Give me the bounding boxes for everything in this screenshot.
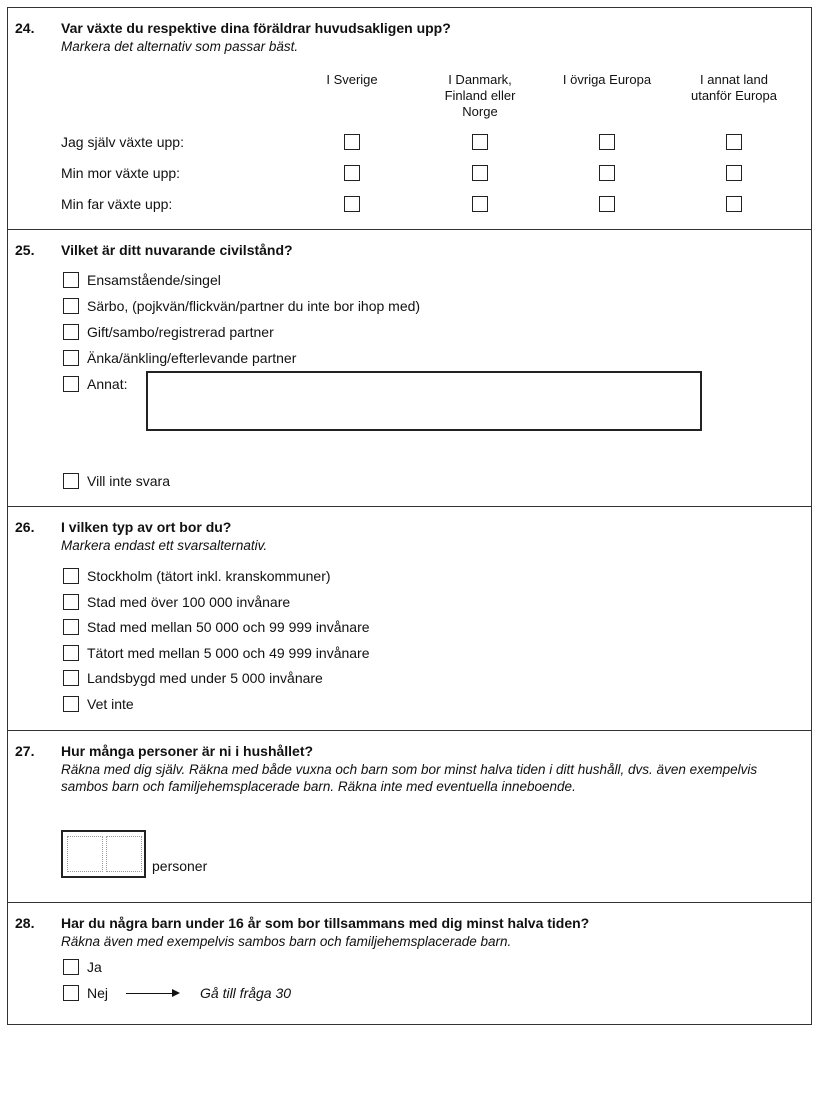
checkbox-ja[interactable] — [63, 959, 79, 975]
question-number: 25. — [15, 242, 35, 258]
column-header-utanfor-europa: I annat land utanför Europa — [690, 72, 777, 103]
question-28 — [8, 903, 811, 1024]
option-label: Ensamstående/singel — [87, 272, 221, 288]
checkbox-self-norden[interactable] — [472, 134, 488, 150]
checkbox-tatort-5000-49999[interactable] — [63, 645, 79, 661]
checkbox-mother-norden[interactable] — [472, 165, 488, 181]
column-header-norden: I Danmark, Finland eller Norge — [444, 72, 516, 119]
option-label: Stad med mellan 50 000 och 99 999 invånare — [87, 619, 370, 635]
checkbox-sarbo[interactable] — [63, 298, 79, 314]
checkbox-stockholm[interactable] — [63, 568, 79, 584]
question-27 — [8, 731, 811, 903]
question-hint: Markera det alternativ som passar bäst. — [61, 39, 299, 54]
option-label: Tätort med mellan 5 000 och 49 999 invånare — [87, 645, 370, 661]
question-hint: Räkna även med exempelvis sambos barn och familjehemsplacerade barn. — [61, 934, 512, 949]
option-label: Landsbygd med under 5 000 invånare — [87, 670, 323, 686]
checkbox-self-utanfor-europa[interactable] — [726, 134, 742, 150]
option-label: Stad med över 100 000 invånare — [87, 594, 291, 610]
skip-instruction: Gå till fråga 30 — [200, 985, 292, 1001]
question-number: 24. — [15, 20, 35, 36]
question-title: I vilken typ av ort bor du? — [61, 519, 232, 535]
checkbox-ensamstaende[interactable] — [63, 272, 79, 288]
household-count-field[interactable] — [61, 830, 146, 878]
digit-cell-2[interactable] — [106, 836, 142, 872]
skip-arrow-icon — [126, 993, 178, 994]
survey-form — [7, 7, 812, 1025]
question-number: 26. — [15, 519, 35, 535]
question-26 — [8, 507, 811, 731]
digit-cell-1[interactable] — [67, 836, 103, 872]
question-number: 28. — [15, 915, 35, 931]
question-title: Hur många personer är ni i hushållet? — [61, 743, 314, 759]
question-title: Var växte du respektive dina föräldrar huvudsakligen upp? — [61, 20, 451, 36]
checkbox-nej[interactable] — [63, 985, 79, 1001]
checkbox-mother-utanfor-europa[interactable] — [726, 165, 742, 181]
question-24 — [8, 8, 811, 230]
checkbox-stad-50000-99999[interactable] — [63, 619, 79, 635]
question-25 — [8, 230, 811, 507]
option-label: Änka/änkling/efterlevande partner — [87, 350, 297, 366]
checkbox-self-europa[interactable] — [599, 134, 615, 150]
row-label-mother: Min mor växte upp: — [61, 165, 181, 181]
checkbox-father-norden[interactable] — [472, 196, 488, 212]
question-title: Har du några barn under 16 år som bor tillsammans med dig minst halva tiden? — [61, 915, 590, 931]
checkbox-father-sverige[interactable] — [344, 196, 360, 212]
row-label-self: Jag själv växte upp: — [61, 134, 184, 150]
checkbox-self-sverige[interactable] — [344, 134, 360, 150]
question-title: Vilket är ditt nuvarande civilstånd? — [61, 242, 293, 258]
option-label: Gift/sambo/registrerad partner — [87, 324, 274, 340]
checkbox-gift-sambo[interactable] — [63, 324, 79, 340]
checkbox-vill-inte-svara[interactable] — [63, 473, 79, 489]
annat-text-field[interactable] — [146, 371, 702, 431]
checkbox-mother-europa[interactable] — [599, 165, 615, 181]
checkbox-stad-over-100000[interactable] — [63, 594, 79, 610]
column-header-europa: I övriga Europa — [562, 72, 652, 87]
option-label: Ja — [87, 959, 102, 975]
option-label: Vill inte svara — [87, 473, 171, 489]
checkbox-annat[interactable] — [63, 376, 79, 392]
checkbox-mother-sverige[interactable] — [344, 165, 360, 181]
checkbox-father-europa[interactable] — [599, 196, 615, 212]
question-hint: Räkna med dig själv. Räkna med både vuxna och barn som bor minst halva tiden i ditt hushåll, dvs. även exempelvis sambos barn och familjehemsplacerade barn. Räkna inte med eventuella inneboende. — [61, 762, 758, 794]
option-label: Stockholm (tätort inkl. kranskommuner) — [87, 568, 331, 584]
checkbox-vet-inte[interactable] — [63, 696, 79, 712]
column-header-sverige: I Sverige — [326, 72, 378, 87]
checkbox-anka-ankling[interactable] — [63, 350, 79, 366]
unit-label: personer — [152, 858, 208, 874]
option-label: Vet inte — [87, 696, 134, 712]
question-number: 27. — [15, 743, 35, 759]
checkbox-father-utanfor-europa[interactable] — [726, 196, 742, 212]
question-hint: Markera endast ett svarsalternativ. — [61, 538, 268, 553]
row-label-father: Min far växte upp: — [61, 196, 173, 212]
option-label: Särbo, (pojkvän/flickvän/partner du inte bor ihop med) — [87, 298, 421, 314]
option-label: Nej — [87, 985, 109, 1001]
option-label: Annat: — [87, 376, 128, 392]
checkbox-landsbygd[interactable] — [63, 670, 79, 686]
